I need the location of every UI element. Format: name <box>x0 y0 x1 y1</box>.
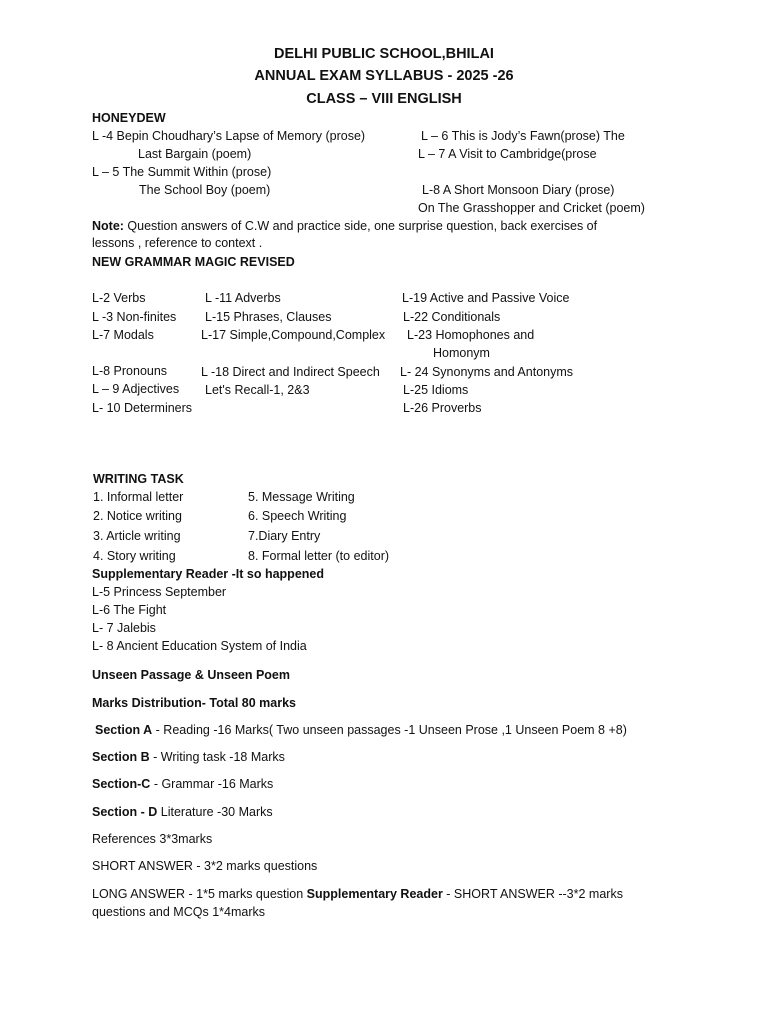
grammar-item: L-19 Active and Passive Voice <box>402 291 570 305</box>
honeydew-line3-left: L – 5 The Summit Within (prose) <box>92 165 272 179</box>
grammar-item: L-25 Idioms <box>403 383 469 397</box>
writing-item: 4. Story writing <box>93 549 176 563</box>
supplementary-item: L- 8 Ancient Education System of India <box>92 639 307 653</box>
honeydew-line1-left: L -4 Bepin Choudhary’s Lapse of Memory (prose) <box>92 129 366 143</box>
section-d-label: Section - D <box>92 805 158 819</box>
grammar-item: L -11 Adverbs <box>205 291 281 305</box>
grammar-item: L-22 Conditionals <box>403 310 501 324</box>
section-b-text: - Writing task -18 Marks <box>149 750 285 764</box>
note-text: Question answers of C.W and practice side, one surprise question, back exercises of <box>123 219 598 233</box>
note-label: Note: <box>92 219 124 233</box>
section-c-label: Section-C <box>92 777 151 791</box>
grammar-heading: NEW GRAMMAR MAGIC REVISED <box>92 255 295 269</box>
exam-title: ANNUAL EXAM SYLLABUS - 2025 -26 <box>254 68 514 84</box>
honeydew-line2-left: Last Bargain (poem) <box>138 147 252 161</box>
section-a <box>95 722 627 738</box>
grammar-item: L-17 Simple,Compound,Complex <box>201 328 386 342</box>
grammar-item: L-23 Homophones and <box>407 328 535 342</box>
section-d <box>92 804 273 820</box>
grammar-item: Let's Recall-1, 2&3 <box>205 383 310 397</box>
long-answer-text: LONG ANSWER - 1*5 marks question <box>92 887 307 901</box>
grammar-item: L -18 Direct and Indirect Speech <box>201 365 380 379</box>
grammar-item: L-7 Modals <box>92 328 154 342</box>
section-b-label: Section B <box>92 750 150 764</box>
unseen-heading: Unseen Passage & Unseen Poem <box>92 668 290 682</box>
long-answer-short: - SHORT ANSWER --3*2 marks <box>442 887 623 901</box>
grammar-item: L-15 Phrases, Clauses <box>205 310 332 324</box>
grammar-item: L-26 Proverbs <box>403 401 482 415</box>
references-line: References 3*3marks <box>92 832 213 846</box>
writing-item: 5. Message Writing <box>248 490 355 504</box>
long-answer-line2: questions and MCQs 1*4marks <box>92 905 265 919</box>
honeydew-heading: HONEYDEW <box>92 111 166 125</box>
supplementary-item: L-5 Princess September <box>92 585 227 599</box>
section-b <box>92 749 285 765</box>
writing-item: 6. Speech Writing <box>248 509 347 523</box>
writing-item: 2. Notice writing <box>93 509 182 523</box>
honeydew-line1-right: L – 6 This is Jody’s Fawn(prose) The <box>421 129 625 143</box>
writing-heading: WRITING TASK <box>93 472 184 486</box>
section-c <box>92 776 273 792</box>
writing-item: 7.Diary Entry <box>248 529 321 543</box>
section-a-text: - Reading -16 Marks( Two unseen passages -1 Unseen Prose ,1 Unseen Poem 8 +8) <box>152 723 627 737</box>
grammar-item: L -3 Non-finites <box>92 310 177 324</box>
section-a-label: Section A <box>95 723 153 737</box>
grammar-item: L – 9 Adjectives <box>92 382 180 396</box>
supplementary-heading: Supplementary Reader -It so happened <box>92 567 324 581</box>
note-line2: lessons , reference to context . <box>92 236 263 250</box>
grammar-item: L-8 Pronouns <box>92 364 168 378</box>
marks-heading: Marks Distribution- Total 80 marks <box>92 696 296 710</box>
grammar-item: L-2 Verbs <box>92 291 146 305</box>
supplementary-item: L- 7 Jalebis <box>92 621 156 635</box>
honeydew-line2-right: L – 7 A Visit to Cambridge(prose <box>418 147 597 161</box>
school-name: DELHI PUBLIC SCHOOL,BHILAI <box>274 46 494 62</box>
long-answer-line <box>92 886 623 902</box>
short-answer-line: SHORT ANSWER - 3*2 marks questions <box>92 859 318 873</box>
class-title: CLASS – VIII ENGLISH <box>306 91 462 107</box>
honeydew-line4-right: L-8 A Short Monsoon Diary (prose) <box>422 183 615 197</box>
writing-item: 1. Informal letter <box>93 490 184 504</box>
supplementary-reader-label: Supplementary Reader <box>306 887 443 901</box>
note-line1 <box>92 218 597 234</box>
honeydew-line4-left: The School Boy (poem) <box>139 183 271 197</box>
grammar-item: L- 10 Determiners <box>92 401 193 415</box>
honeydew-line5-right: On The Grasshopper and Cricket (poem) <box>418 201 645 215</box>
section-c-text: - Grammar -16 Marks <box>150 777 274 791</box>
grammar-item: L- 24 Synonyms and Antonyms <box>400 365 574 379</box>
writing-item: 8. Formal letter (to editor) <box>248 549 390 563</box>
supplementary-item: L-6 The Fight <box>92 603 167 617</box>
writing-item: 3. Article writing <box>93 529 181 543</box>
section-d-text: Literature -30 Marks <box>157 805 273 819</box>
grammar-item: Homonym <box>433 346 490 360</box>
